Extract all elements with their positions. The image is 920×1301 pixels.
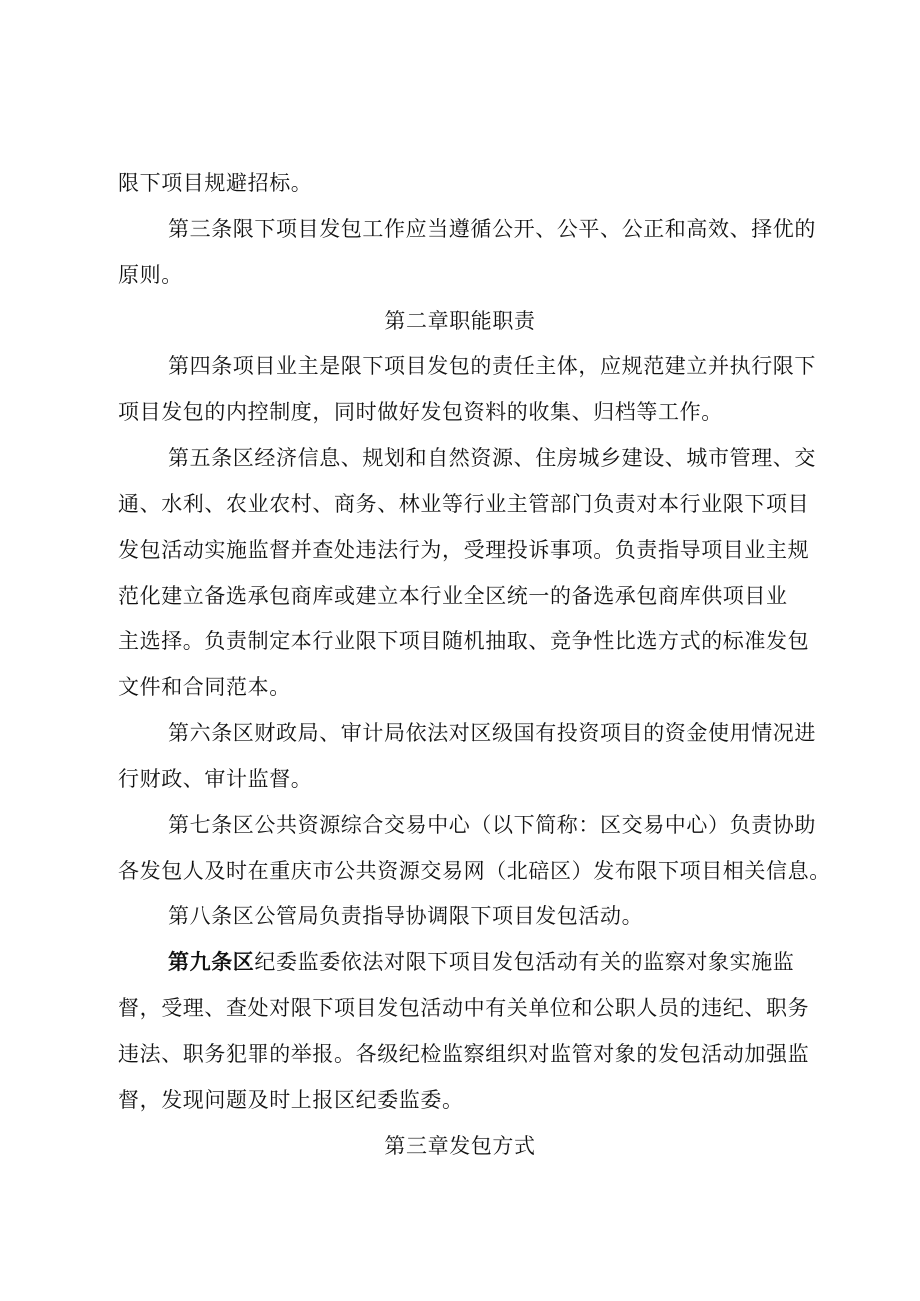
text-line: 范化建立备选承包商库或建立本行业全区统一的备选承包商库供项目业 xyxy=(118,584,788,608)
text-line: 通、水利、农业农村、商务、林业等行业主管部门负责对本行业限下项目 xyxy=(118,492,810,516)
article-4: 第四条项目业主是限下项目发包的责任主体，应规范建立并执行限下 xyxy=(168,354,816,378)
text-line: 原则。 xyxy=(118,263,183,287)
text-line: 文件和合同范本。 xyxy=(118,675,291,699)
article-9-label: 第九条区 xyxy=(168,950,255,974)
text-line: 主选择。负责制定本行业限下项目随机抽取、竞争性比选方式的标准发包 xyxy=(118,629,810,653)
chapter-2-heading: 第二章职能职责 xyxy=(384,309,536,333)
article-9-text: 纪委监委依法对限下项目发包活动有关的监察对象实施监 xyxy=(254,950,795,974)
article-7: 第七条区公共资源综合交易中心（以下简称：区交易中心）负责协助 xyxy=(168,813,816,837)
article-8: 第八条区公管局负责指导协调限下项目发包活动。 xyxy=(168,904,644,928)
text-line: 项目发包的内控制度，同时做好发包资料的收集、归档等工作。 xyxy=(118,400,723,424)
text-line: 督，发现问题及时上报区纪委监委。 xyxy=(118,1088,464,1112)
text-line: 督，受理、查处对限下项目发包活动中有关单位和公职人员的违纪、职务 xyxy=(118,996,810,1020)
article-9 xyxy=(168,947,818,977)
chapter-3-heading: 第三章发包方式 xyxy=(384,1134,536,1158)
text-line: 发包活动实施监督并查处违法行为，受理投诉事项。负责指导项目业主规 xyxy=(118,538,810,562)
text-line: 违法、职务犯罪的举报。各级纪检监察组织对监管对象的发包活动加强监 xyxy=(118,1042,810,1066)
text-line: 限下项目规避招标。 xyxy=(118,171,313,195)
text-line: 行财政、审计监督。 xyxy=(118,767,313,791)
article-3: 第三条限下项目发包工作应当遵循公开、公平、公正和高效、择优的 xyxy=(168,217,816,241)
article-5: 第五条区经济信息、规划和自然资源、住房城乡建设、城市管理、交 xyxy=(168,446,816,470)
text-line: 各发包人及时在重庆市公共资源交易网（北碚区）发布限下项目相关信息。 xyxy=(118,859,831,883)
article-6: 第六条区财政局、审计局依法对区级国有投资项目的资金使用情况进 xyxy=(168,721,816,745)
